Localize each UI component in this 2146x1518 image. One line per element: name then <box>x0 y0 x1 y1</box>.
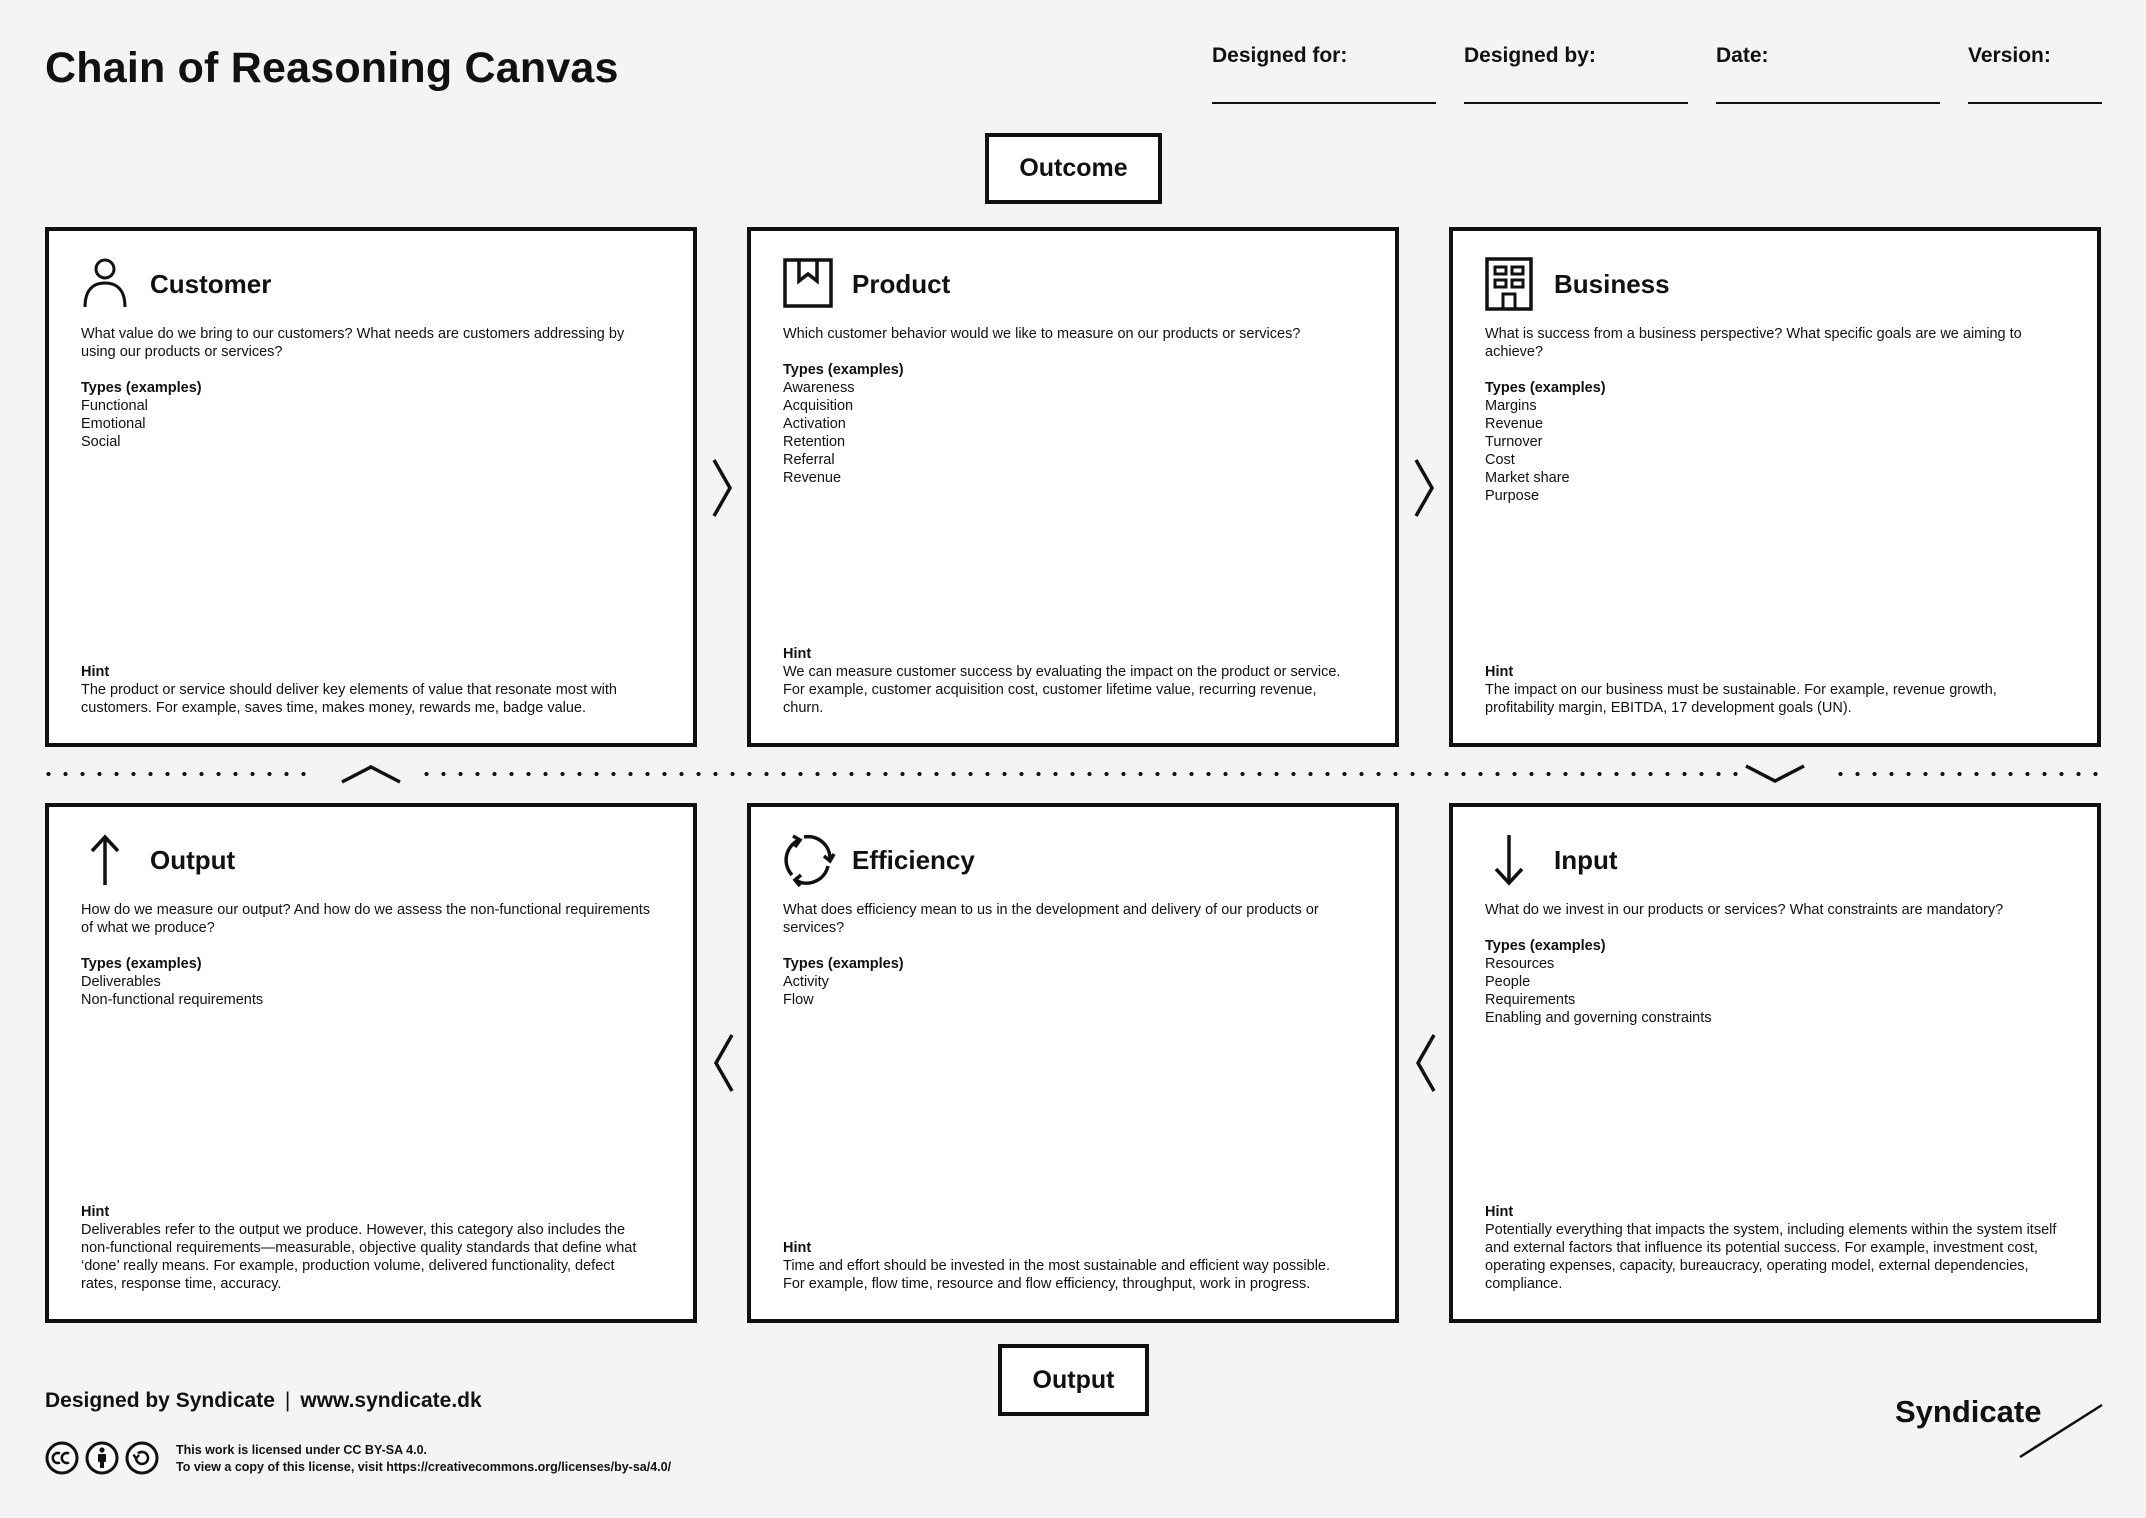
customer-type-item: Social <box>81 434 121 450</box>
input-hint-text: Potentially everything that impacts the system, including elements within the system itself and external factors that influence its potential success. For example, investment cost, operating expenses, capacity, bureaucracy, operating model, external dependencies, compliance. <box>1485 1222 2057 1292</box>
license-line-2[interactable]: To view a copy of this license, visit https://creativecommons.org/licenses/by-sa/4.0/ <box>176 1460 672 1474</box>
license-text <box>176 1442 671 1476</box>
designed-by-line <box>1464 102 1688 104</box>
chevron-left-icon <box>712 1033 736 1093</box>
output-question: How do we measure our output? And how do we assess the non-functional requirements of what we produce? <box>81 902 651 936</box>
input-title: Input <box>1554 844 1618 875</box>
license-icons <box>45 1441 159 1475</box>
input-types-label: Types (examples) <box>1485 938 1606 954</box>
share-alike-icon <box>125 1441 159 1475</box>
date-label: Date: <box>1716 44 1769 67</box>
date-line <box>1716 102 1940 104</box>
business-type-item: Market share <box>1485 470 1570 486</box>
efficiency-title: Efficiency <box>852 844 975 875</box>
business-hint-text: The impact on our business must be sustainable. For example, revenue growth, profitability margin, EBITDA, 17 development goals (UN). <box>1485 682 1997 716</box>
output-tag: Output <box>998 1344 1149 1416</box>
business-hint-label: Hint <box>1485 664 1514 680</box>
bookmark-box-icon <box>782 257 836 311</box>
product-type-item: Activation <box>783 416 846 432</box>
output-types-label: Types (examples) <box>81 956 202 972</box>
version-label: Version: <box>1968 44 2051 67</box>
business-box[interactable] <box>1449 227 2101 747</box>
business-type-item: Purpose <box>1485 488 1540 504</box>
customer-types-label: Types (examples) <box>81 380 202 396</box>
product-question: Which customer behavior would we like to measure on our products or services? <box>783 326 1301 342</box>
website-link[interactable]: www.syndicate.dk <box>300 1389 482 1412</box>
input-question: What do we invest in our products or services? What constraints are mandatory? <box>1485 902 2004 918</box>
page-title: Chain of Reasoning Canvas <box>45 44 619 92</box>
product-types-label: Types (examples) <box>783 362 904 378</box>
business-type-item: Cost <box>1485 452 1515 468</box>
product-hint-text: We can measure customer success by evaluating the impact on the product or service. For example, customer acquisition cost, customer lifetime value, recurring revenue, churn. <box>783 664 1341 716</box>
customer-title: Customer <box>150 268 272 299</box>
input-type-item: Resources <box>1485 956 1555 972</box>
cycle-arrows-icon <box>782 833 836 887</box>
product-type-item: Revenue <box>783 470 842 486</box>
efficiency-question: What does efficiency mean to us in the development and delivery of our products or services? <box>783 902 1319 936</box>
customer-type-item: Emotional <box>81 416 146 432</box>
arrow-down-icon <box>1484 833 1538 887</box>
customer-hint-label: Hint <box>81 664 110 680</box>
input-hint <box>1485 1203 2057 1293</box>
business-hint <box>1485 663 2057 717</box>
efficiency-hint-label: Hint <box>783 1240 812 1256</box>
output-hint-text: Deliverables refer to the output we produce. However, this category also includes the non-functional requirements—measurable, objective quality standards that define what ‘done’ really means. For example, production volume, delivered functionality, defect rates, response time, accuracy. <box>81 1222 637 1292</box>
version-line <box>1968 102 2102 104</box>
product-box[interactable] <box>747 227 1399 747</box>
chevron-down-icon <box>1744 764 1806 784</box>
designed-by-label: Designed by: <box>1464 44 1596 67</box>
credit-separator: | <box>284 1389 291 1412</box>
efficiency-hint <box>783 1239 1355 1293</box>
customer-hint-text: The product or service should deliver key elements of value that resonate most with customers. For example, saves time, makes money, rewards me, badge value. <box>81 682 617 716</box>
input-type-item: Enabling and governing constraints <box>1485 1010 1712 1026</box>
version-field[interactable] <box>1968 44 2102 68</box>
building-icon <box>1484 257 1538 311</box>
product-hint-label: Hint <box>783 646 812 662</box>
output-hint <box>81 1203 653 1293</box>
cc-icon <box>45 1441 79 1475</box>
chevron-up-icon <box>340 764 402 784</box>
efficiency-hint-text: Time and effort should be invested in the most sustainable and efficient way possible. For example, flow time, resource and flow efficiency, throughput, work in progress. <box>783 1258 1331 1292</box>
designed-for-label: Designed for: <box>1212 44 1348 67</box>
dotted-divider <box>1832 772 2104 776</box>
date-field[interactable] <box>1716 44 1940 68</box>
business-type-item: Turnover <box>1485 434 1543 450</box>
input-type-item: Requirements <box>1485 992 1576 1008</box>
output-type-item: Non-functional requirements <box>81 992 264 1008</box>
dotted-divider <box>418 772 1740 776</box>
brand-logo-text: Syndicate <box>1895 1394 2042 1429</box>
business-title: Business <box>1554 268 1670 299</box>
footer-credit <box>45 1389 482 1413</box>
product-title: Product <box>852 268 951 299</box>
output-type-item: Deliverables <box>81 974 161 990</box>
output-hint-label: Hint <box>81 1204 110 1220</box>
efficiency-type-item: Flow <box>783 992 814 1008</box>
dotted-divider <box>40 772 315 776</box>
product-type-item: Referral <box>783 452 835 468</box>
business-question: What is success from a business perspective? What specific goals are we aiming to achieve? <box>1485 326 2022 360</box>
customer-question: What value do we bring to our customers? What needs are customers addressing by using our products or services? <box>81 326 625 360</box>
customer-hint <box>81 663 653 717</box>
person-icon <box>80 257 134 311</box>
outcome-tag: Outcome <box>985 133 1162 204</box>
business-types-label: Types (examples) <box>1485 380 1606 396</box>
attribution-icon <box>85 1441 119 1475</box>
business-type-item: Margins <box>1485 398 1537 414</box>
input-box[interactable] <box>1449 803 2101 1323</box>
customer-box[interactable] <box>45 227 697 747</box>
efficiency-types-label: Types (examples) <box>783 956 904 972</box>
input-type-item: People <box>1485 974 1531 990</box>
designed-by-credit: Designed by Syndicate <box>45 1389 275 1412</box>
license-line-1: This work is licensed under CC BY-SA 4.0. <box>176 1443 427 1457</box>
chevron-left-icon <box>1414 1033 1438 1093</box>
product-type-item: Acquisition <box>783 398 854 414</box>
chevron-right-icon <box>711 458 735 518</box>
product-type-item: Awareness <box>783 380 855 396</box>
logo-slash-icon <box>2018 1403 2104 1459</box>
business-type-item: Revenue <box>1485 416 1544 432</box>
chevron-right-icon <box>1413 458 1437 518</box>
efficiency-type-item: Activity <box>783 974 829 990</box>
input-hint-label: Hint <box>1485 1204 1514 1220</box>
designed-for-field[interactable] <box>1212 44 1436 68</box>
output-title: Output <box>150 844 236 875</box>
arrow-up-icon <box>80 833 134 887</box>
product-hint <box>783 645 1355 717</box>
product-type-item: Retention <box>783 434 846 450</box>
output-box[interactable] <box>45 803 697 1323</box>
designed-by-field[interactable] <box>1464 44 1688 68</box>
efficiency-box[interactable] <box>747 803 1399 1323</box>
customer-type-item: Functional <box>81 398 148 414</box>
designed-for-line <box>1212 102 1436 104</box>
